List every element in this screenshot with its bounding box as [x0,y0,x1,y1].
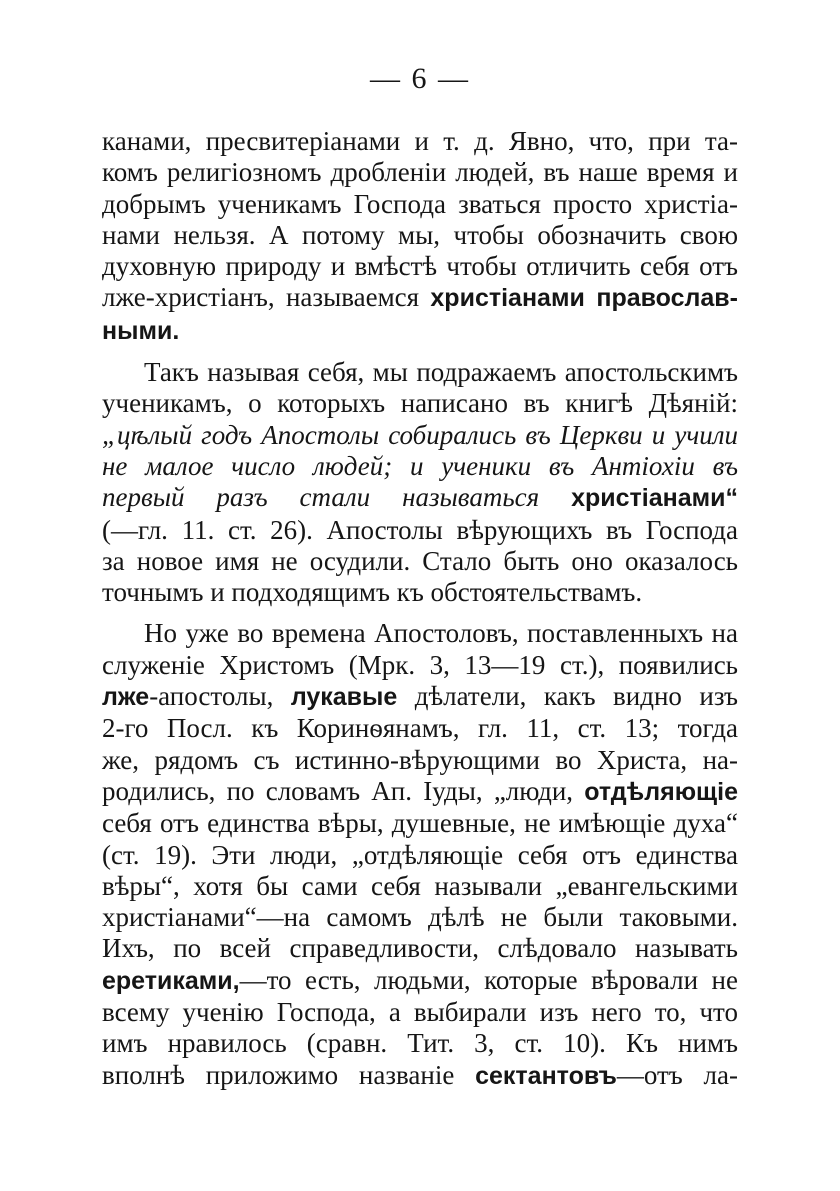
bold-term: еретиками, [102,966,240,995]
text-line [102,650,738,681]
bold-term: отдѣляющіе [584,777,738,806]
text-line [102,840,738,871]
text-line [102,282,738,314]
text-line [102,1028,738,1059]
text-run: Такъ называя себя, мы подражаемъ апостольскимъ [144,357,738,388]
text-line [102,546,738,577]
bold-term: христіанами православ- [430,284,738,313]
text-run: Ихъ, по всей справедливости, слѣдовало называть [102,933,738,964]
text-line [102,388,738,419]
text-run: же, рядомъ съ истинно-вѣрующими во Христа, на- [102,744,738,775]
text-run: нами нельзя. А потому мы, чтобы обозначить свою [102,219,738,250]
text-line [102,933,738,964]
text-run: 2-го Посл. къ Коринѳянамъ, гл. 11, ст. 13; тогда [102,713,738,744]
text-run: ученикамъ, о которыхъ написано въ книгѣ Дѣяній: [102,388,738,419]
paragraph [102,618,738,1091]
text-run: себя отъ единства вѣры, душевные, не имѣющіе духа“ [102,808,738,839]
text-run: лже-христіанъ, называемся [102,282,431,313]
text-line [102,745,738,776]
text-line [102,618,738,649]
text-line [102,482,738,514]
text-line [102,220,738,251]
text-line [102,965,738,997]
text-run: (—гл. 11. ст. 26). Апостолы вѣрующихъ въ Господа [102,514,738,545]
text-line [102,451,738,482]
text-line [102,713,738,744]
text-line [102,515,738,546]
text-run: родились, по словамъ Ап. Іуды, „люди, [102,775,585,806]
text-run: вполнѣ приложимо названіе [102,1059,476,1090]
text-line [102,1060,738,1092]
italic-quote: первый разъ стали называться [102,482,572,513]
text-line [102,776,738,808]
paragraph [102,357,738,608]
text-run: -апостолы, [149,681,291,712]
text-run: христіанами“—на самомъ дѣлѣ не были таковыми. [102,902,738,933]
bold-term: ными. [102,316,180,345]
bold-term: христіанами“ [571,484,738,513]
text-run: —отъ ла- [616,1059,738,1090]
text-run: всему ученію Господа, а выбирали изъ него то, что [102,997,738,1028]
text-line [102,808,738,839]
text-line [102,420,738,451]
text-run: точнымъ и подходящимъ къ обстоятельствамъ. [102,577,643,608]
body-text [102,126,738,1092]
text-line [102,997,738,1028]
text-line [102,871,738,902]
page-number: — 6 — [370,62,470,95]
text-run: —то есть, людьми, которые вѣровали не [239,964,738,995]
text-line [102,251,738,282]
text-run: вѣры“, хотя бы сами себя называли „евангельскими [102,870,738,901]
bold-term: сектантовъ [475,1061,617,1090]
text-line [102,902,738,933]
text-line [102,357,738,388]
text-run: духовную природу и вмѣстѣ чтобы отличить себя отъ [102,251,738,282]
text-line [102,315,738,347]
paragraph-gap [102,347,738,357]
text-line [102,189,738,220]
italic-quote: „цѣлый годъ Апостолы собирались въ Церкви и учили [102,419,738,450]
text-run: служеніе Христомъ (Мрк. 3, 13—19 ст.), появились [102,649,738,680]
paragraph-gap [102,608,738,618]
text-run: добрымъ ученикамъ Господа зваться просто христіа- [102,188,738,219]
italic-quote: не малое число людей; и ученики въ Антіохіи въ [102,450,738,481]
text-run: имъ нравилось (сравн. Тит. 3, ст. 10). Къ нимъ [102,1028,738,1059]
text-run: комъ религіозномъ дробленіи людей, въ наше время и [102,157,738,188]
text-run: за новое имя не осудили. Стало быть оно оказалось [102,545,738,576]
text-line [102,577,738,608]
text-run: (ст. 19). Эти люди, „отдѣляющіе себя отъ единства [102,839,738,870]
bold-term: лже [102,683,150,712]
text-run: Но уже во времена Апостоловъ, поставленныхъ на [144,618,738,649]
text-line [102,157,738,188]
bold-term: лукавые [290,683,398,712]
text-run: канами, пресвитеріанами и т. д. Явно, что, при та- [102,126,738,156]
text-line [102,126,738,157]
paragraph [102,126,738,347]
text-line [102,681,738,713]
text-run: дѣлатели, какъ видно изъ [397,681,738,712]
